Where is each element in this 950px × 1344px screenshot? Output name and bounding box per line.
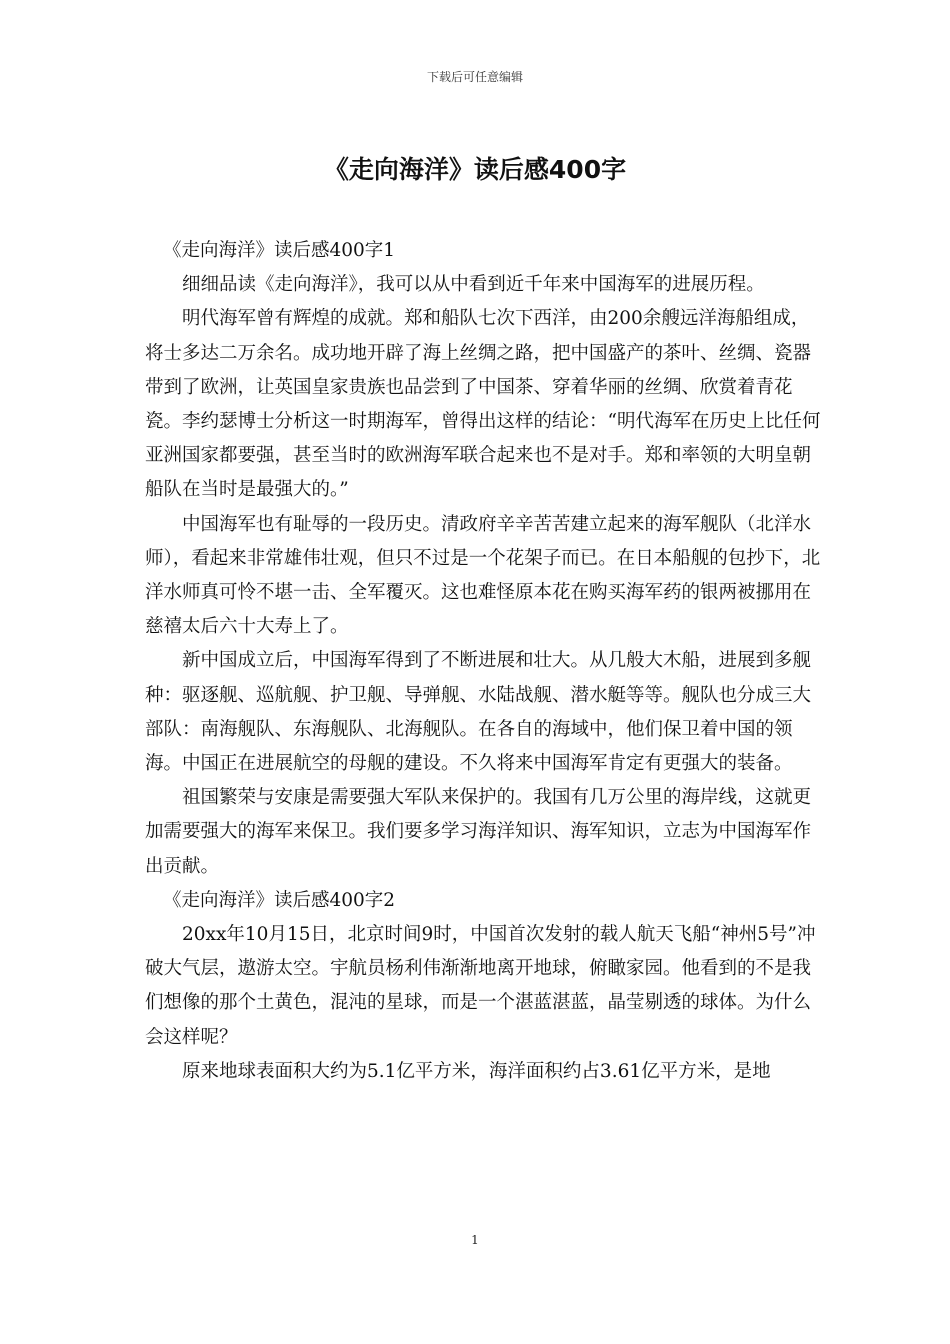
page-number: 1 [471, 1233, 479, 1247]
document-body [145, 234, 821, 1089]
paragraph: 祖国繁荣与安康是需要强大军队来保护的。我国有几万公里的海岸线，这就更加需要强大的海军来保卫。我们要多学习海洋知识、海军知识，立志为中国海军作出贡献。 [145, 787, 812, 877]
paragraph: 原来地球表面积大约为5.1亿平方米，海洋面积约占3.61亿平方米，是地 [182, 1060, 771, 1082]
document-title: 《走向海洋》读后感400字 [323, 155, 627, 184]
section-heading-1: 《走向海洋》读后感400字1 [163, 240, 396, 261]
paragraph: 中国海军也有耻辱的一段历史。清政府辛辛苦苦建立起来的海军舰队（北洋水师），看起来非常雄伟壮观，但只不过是一个花架子而已。在日本船舰的包抄下，北洋水师真可怜不堪一击、全军覆灭。这也难怪原本花在购买海军药的银两被挪用在慈禧太后六十大寿上了。 [145, 513, 821, 638]
page-header: 下载后可任意编辑 [426, 70, 523, 84]
section-heading-2: 《走向海洋》读后感400字2 [163, 889, 396, 911]
paragraph: 20xx年10月15日，北京时间9时，中国首次发射的载人航天飞船“神州5号”冲破大气层，遨游太空。宇航员杨利伟渐渐地离开地球，俯瞰家园。他看到的不是我们想像的那个土黄色，混沌的星球，而是一个湛蓝湛蓝，晶莹剔透的球体。为什么会这样呢？ [145, 924, 816, 1048]
paragraph: 细细品读《走向海洋》，我可以从中看到近千年来中国海军的进展历程。 [182, 274, 765, 296]
paragraph: 新中国成立后，中国海军得到了不断进展和壮大。从几般大木船，进展到多舰种：驱逐舰、巡航舰、护卫舰、导弹舰、水陆战舰、潜水艇等等。舰队也分成三大部队：南海舰队、东海舰队、北海舰队。在各自的海域中，他们保卫着中国的领海。中国正在进展航空的母舰的建设。不久将来中国海军肯定有更强大的装备。 [145, 650, 812, 775]
paragraph: 明代海军曾有辉煌的成就。郑和船队七次下西洋，由200余艘远洋海船组成，将士多达二万余名。成功地开辟了海上丝绸之路，把中国盛产的茶叶、丝绸、瓷器带到了欧洲，让英国皇家贵族也品尝到了中国茶、穿着华丽的丝绸、欣赏着青花瓷。李约瑟博士分析这一时期海军，曾得出这样的结论：“明代海军在历史上比任何亚洲国家都要强，甚至当时的欧洲海军联合起来也不是对手。郑和率领的大明皇朝船队在当时是最强大的。” [145, 308, 821, 501]
